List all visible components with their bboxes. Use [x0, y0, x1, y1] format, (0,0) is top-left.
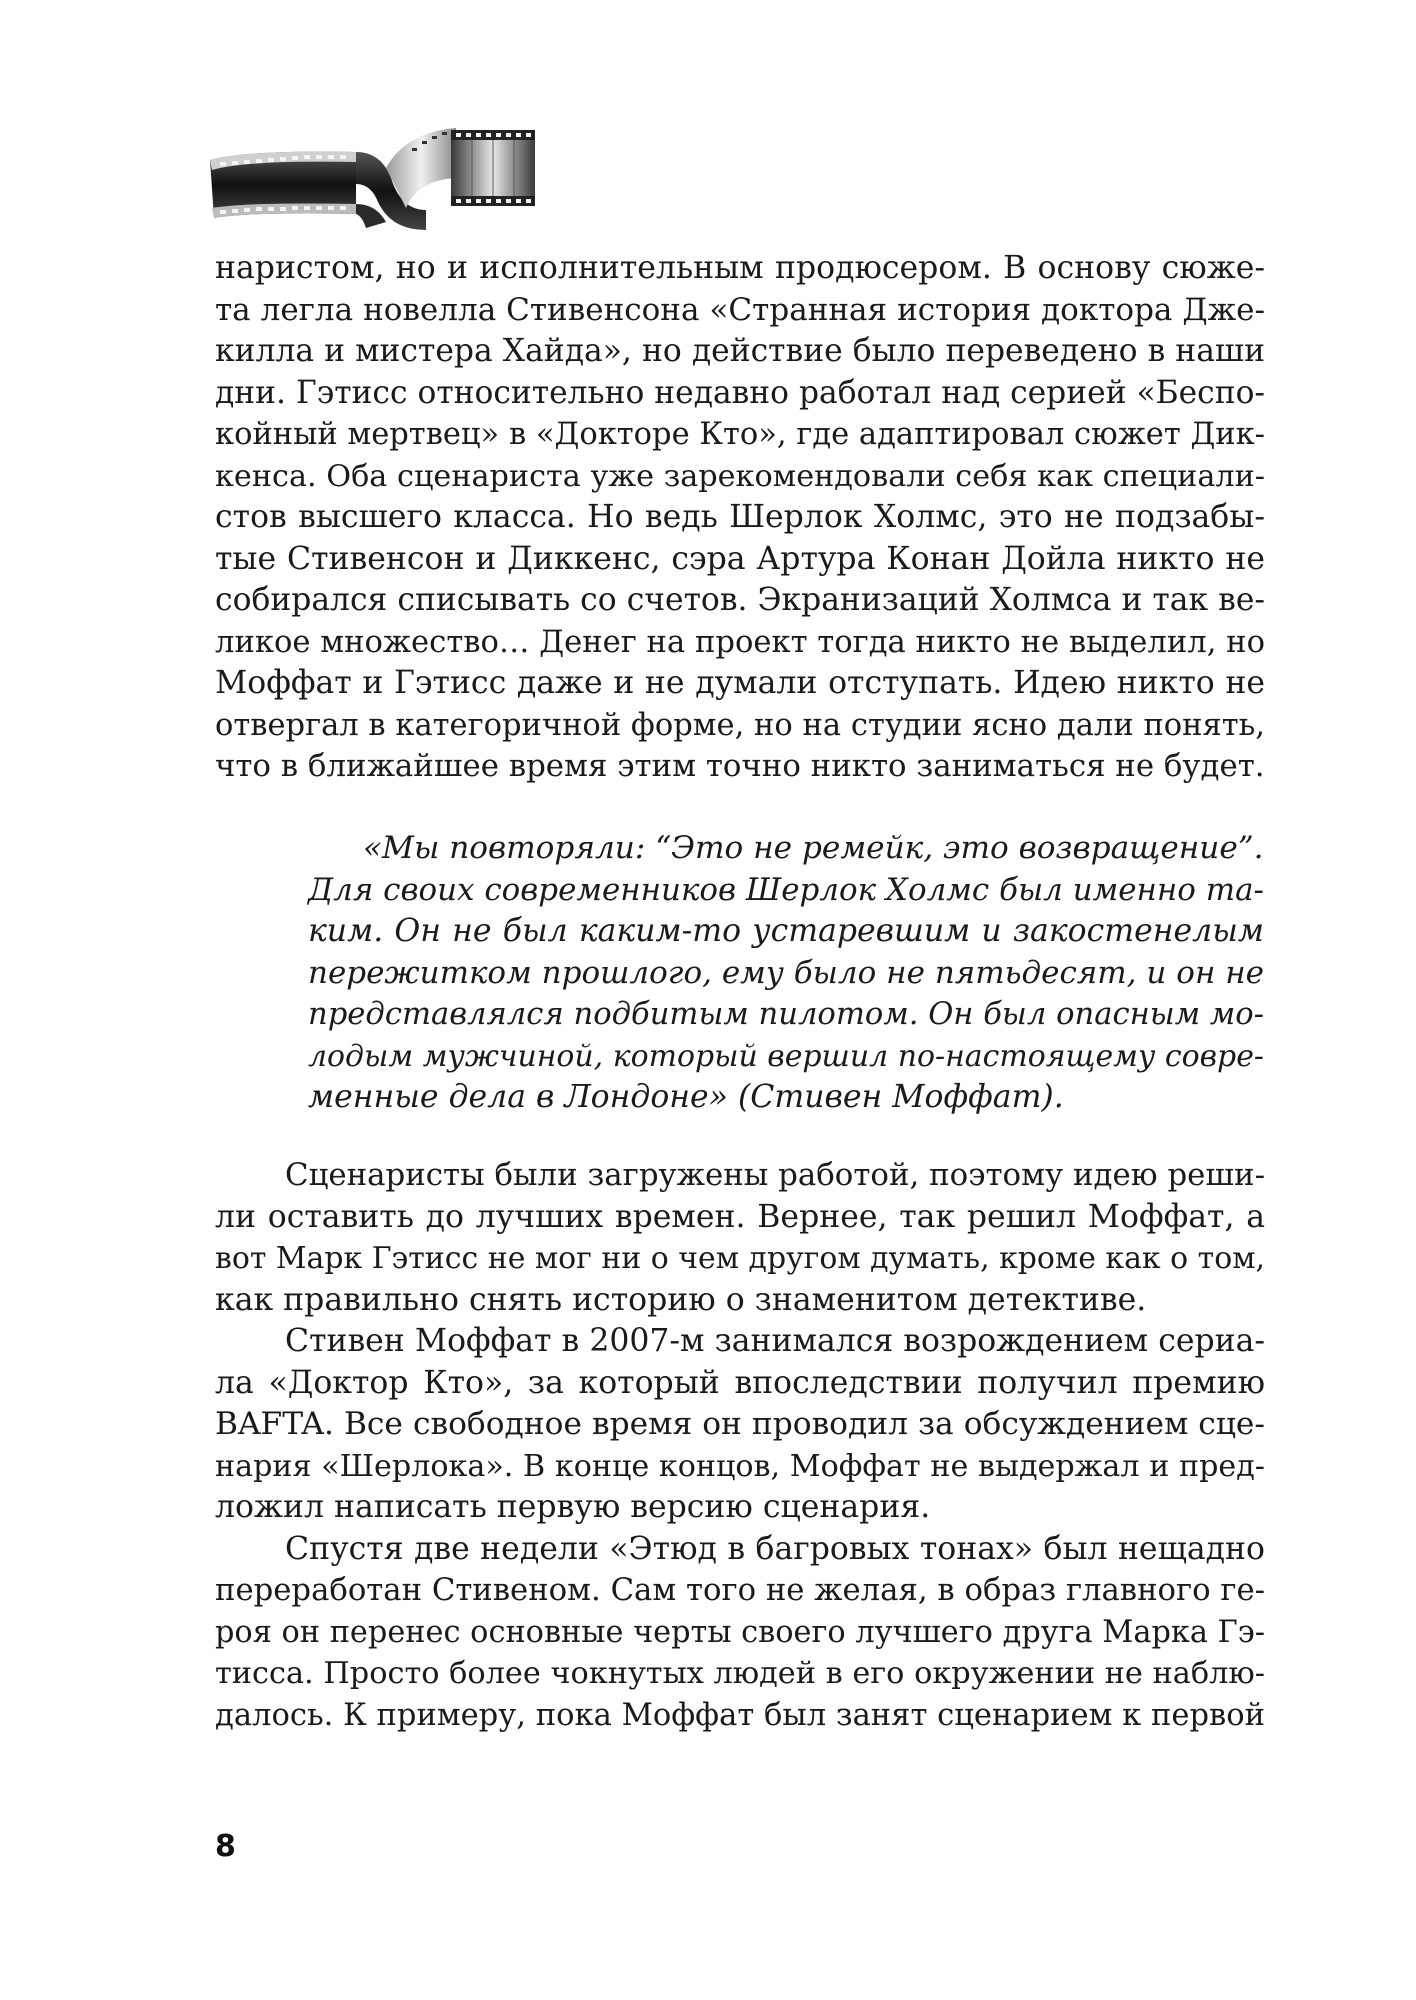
quote-line: лодым мужчиной, который вершил по-настоящему совре-	[308, 1038, 1264, 1074]
text-line: тисса. Просто более чокнутых людей в его окружении не наблю-	[215, 1656, 1265, 1691]
text-line: ла «Доктор Кто», за который впоследствии получил премию	[215, 1364, 1265, 1401]
text-line: Сценаристы были загружены работой, поэтому идею реши-	[285, 1157, 1265, 1193]
text-line: отвергал в категоричной форме, но на студии ясно дали понять,	[215, 707, 1265, 743]
quote-line: «Мы повторяли: “Это не ремейк, это возвращение”.	[363, 830, 1264, 866]
film-strip-icon	[206, 118, 546, 238]
quote-block	[308, 828, 1264, 1119]
page-number: 8	[215, 1829, 236, 1864]
quote-line: ким. Он не был каким-то устаревшим и закостенелым	[308, 913, 1264, 949]
text-line: та легла новелла Стивенсона «Странная история доктора Дже-	[215, 291, 1265, 328]
text-line: ликое множество… Денег на проект тогда никто не выделил, но	[215, 624, 1265, 660]
text-line: стов высшего класса. Но ведь Шерлок Холмс, это не подзабы-	[215, 499, 1265, 535]
quote-line: менные дела в Лондоне» (Стивен Моффат).	[308, 1079, 1064, 1115]
text-line: что в ближайшее время этим точно никто заниматься не будет.	[215, 748, 1265, 784]
text-line: ли оставить до лучших времен. Вернее, так решил Моффат, а	[215, 1198, 1265, 1235]
text-line: койный мертвец» в «Докторе Кто», где адаптировал сюжет Дик-	[215, 417, 1265, 452]
text-line: тые Стивенсон и Диккенс, сэра Артура Конан Дойла никто не	[215, 540, 1265, 577]
text-line: BAFTA. Все свободное время он проводил за обсуждением сце-	[215, 1406, 1265, 1442]
text-line: Спустя две недели «Этюд в багровых тонах» был нещадно	[285, 1530, 1265, 1567]
text-line: переработан Стивеном. Сам того не желая, в образ главного ге-	[215, 1573, 1265, 1608]
text-line: наристом, но и исполнительным продюсером. В основу сюже-	[215, 250, 1265, 286]
paragraph-intro	[215, 248, 1265, 788]
text-line: роя он перенес основные черты своего лучшего друга Марка Гэ-	[215, 1614, 1265, 1650]
text-line: ложил написать первую версию сценария.	[215, 1489, 931, 1525]
text-line: дни. Гэтисс относительно недавно работал над серией «Беспо-	[215, 374, 1265, 411]
text-line: Моффат и Гэтисс даже и не думали отступать. Идею никто не	[215, 665, 1265, 701]
text-line: нария «Шерлока». В конце концов, Моффат не выдержал и пред-	[215, 1448, 1265, 1484]
quote-line: Для своих современников Шерлок Холмс был именно та-	[308, 871, 1264, 908]
paragraph-main	[215, 1155, 1265, 1736]
quote-line: представлялся подбитым пилотом. Он был опасным мо-	[308, 997, 1264, 1032]
text-line: далось. К примеру, пока Моффат был занят сценарием к первой	[215, 1697, 1265, 1733]
text-line: собирался списывать со счетов. Экранизаций Холмса и так ве-	[215, 582, 1265, 618]
text-line: килла и мистера Хайда», но действие было переведено в наши	[215, 333, 1265, 369]
quote-line: пережитком прошлого, ему было не пятьдесят, и он не	[308, 954, 1264, 991]
text-line: кенса. Оба сценариста уже зарекомендовали себя как специали-	[215, 458, 1265, 494]
text-line: как правильно снять историю о знаменитом детективе.	[215, 1281, 1147, 1318]
text-line: Стивен Моффат в 2007-м занимался возрождением сериа-	[285, 1323, 1265, 1359]
text-line: вот Марк Гэтисс не мог ни о чем другом думать, кроме как о том,	[215, 1241, 1265, 1276]
